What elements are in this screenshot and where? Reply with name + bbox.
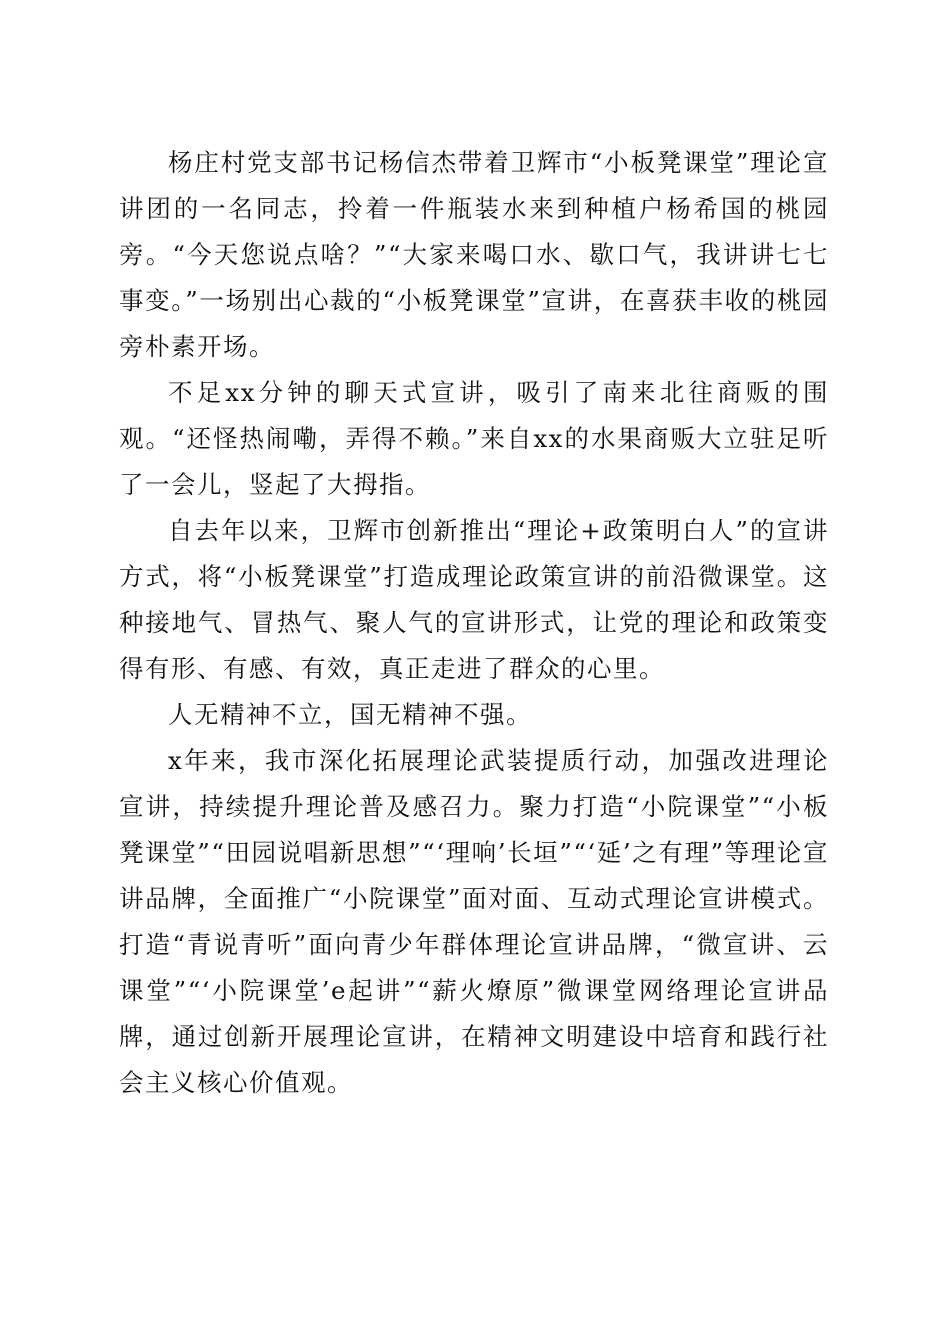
- paragraph: 不足xx分钟的聊天式宣讲，吸引了南来北往商贩的围观。“还怪热闹嘞，弄得不赖。”来自xx的水果商贩大立驻足听了一会儿，竖起了大拇指。: [119, 378, 829, 499]
- paragraph: 杨庄村党支部书记杨信杰带着卫辉市“小板凳课堂”理论宣讲团的一名同志，拎着一件瓶装水来到种植户杨希国的桃园旁。“今天您说点啥？”“大家来喝口水、歇口气，我讲讲七七事变。”一场别出心裁的“小板凳课堂”宣讲，在喜获丰收的桃园旁朴素开场。: [119, 148, 829, 361]
- paragraph: x年来，我市深化拓展理论武装提质行动，加强改进理论宣讲，持续提升理论普及感召力。聚力打造“小院课堂”“小板凳课堂”“田园说唱新思想”“‘理响’长垣”“‘延’之有理”等理论宣讲品牌，全面推广“小院课堂”面对面、互动式理论宣讲模式。打造“青说青听”面向青少年群体理论宣讲品牌，“微宣讲、云课堂”“‘小院课堂’e起讲”“薪火燎原”微课堂网络理论宣讲品牌，通过创新开展理论宣讲，在精神文明建设中培育和践行社会主义核心价值观。: [119, 746, 829, 1097]
- paragraph: 自去年以来，卫辉市创新推出“理论+政策明白人”的宣讲方式，将“小板凳课堂”打造成理论政策宣讲的前沿微课堂。这种接地气、冒热气、聚人气的宣讲形式，让党的理论和政策变得有形、有感、有效，真正走进了群众的心里。: [119, 516, 829, 683]
- document-body: [119, 140, 829, 1106]
- paragraph: 人无精神不立，国无精神不强。: [168, 700, 532, 729]
